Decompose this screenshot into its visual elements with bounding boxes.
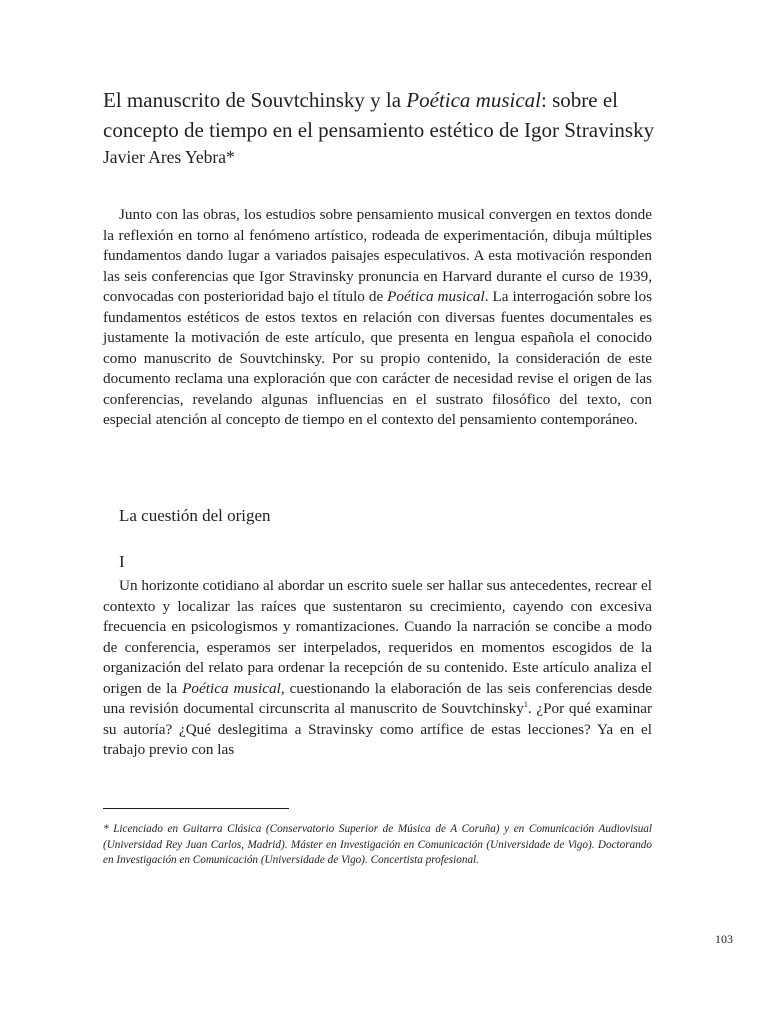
article-title (103, 85, 663, 145)
footnote-divider (103, 808, 289, 809)
section-heading: La cuestión del origen (119, 506, 271, 525)
body-text-cont: , cuestionando la elaboración de las seis conferencias desde una revisión documental circunscrita al manuscrito de Souvtchinsky (103, 679, 652, 717)
body-paragraph (103, 576, 652, 761)
body-text-end: . ¿Por qué examinar su autoría? ¿Qué deslegitima a Stravinsky como artífice de estas lecciones? Ya en el trabajo previo con las (103, 700, 652, 758)
abstract-text-cont: . La interrogación sobre los fundamentos estéticos de estos textos en relación con diversas fuentes documentales es justamente la motivación de este artículo, que presenta en lengua española el conocido como manuscrito de Souvtchinsky. Por su propio contenido, la consideración de este documento reclama una exploración que con carácter de necesidad revise el origen de las conferencias, revelando algunas influencias en el sustrato filosófico del texto, con especial atención al concepto de tiempo en el contexto del pensamiento contemporáneo. (103, 288, 652, 428)
footnote-reference[interactable]: 1 (523, 699, 528, 709)
title-italic: Poética musical (406, 88, 542, 112)
page-number: 103 (715, 932, 733, 946)
abstract-paragraph (103, 205, 652, 431)
body-text: Un horizonte cotidiano al abordar un escrito suele ser hallar sus antecedentes, recrear el contexto y localizar las raíces que sustentaron su crecimiento, cayendo con excesiva frecuencia en psicologismos y romantizaciones. Cuando la narración se concibe a modo de conferencia, esperamos ser interpelados, requeridos en momentos escogidos de la organización del relato para ordenar la recepción de su contenido. Este artículo analiza el origen de la (103, 577, 652, 697)
author-name: Javier Ares Yebra* (103, 147, 235, 167)
abstract-text: Junto con las obras, los estudios sobre pensamiento musical convergen en textos donde la reflexión en torno al fenómeno artístico, rodeada de experimentación, dibuja múltiples fundamentos dando lugar a variados paisajes especulativos. A esta motivación responden las seis conferencias que Igor Stravinsky pronuncia en Harvard durante el curso de 1939, convocadas con posterioridad bajo el título de (103, 206, 652, 305)
body-italic: Poética musical (182, 679, 281, 697)
title-text: El manuscrito de Souvtchinsky y la (103, 88, 407, 112)
title-text-cont: : sobre el concepto de tiempo en el pensamiento estético de Igor Stravinsky (103, 88, 655, 142)
abstract-italic: Poética musical (387, 288, 485, 305)
footnote: * Licenciado en Guitarra Clásica (Conservatorio Superior de Música de A Coruña) y en Comunicación Audiovisual (Universidad Rey Juan Carlos, Madrid). Máster en Investigación en Comunicación (Universidade de Vigo). Doctorando en Investigación en Comunicación (Universidade de Vigo). Concertista profesional. (103, 823, 652, 866)
section-numeral: I (119, 552, 125, 571)
